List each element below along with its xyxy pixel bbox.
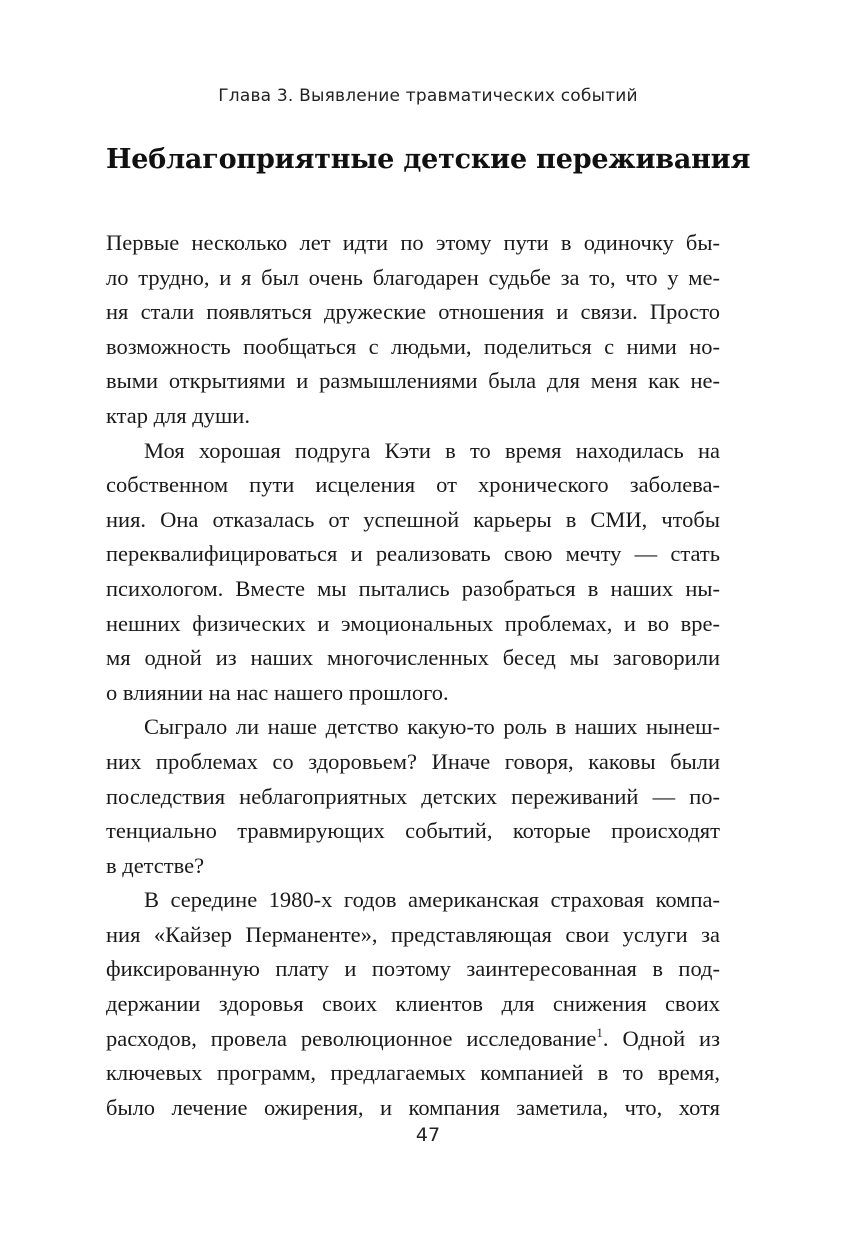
paragraph-2 [106,434,720,711]
text-line: ключевых программ, предлагаемых компанией в то время, [106,1060,720,1086]
text-line: В середине 1980-х годов американская страховая компа- [144,887,720,913]
text-line: собственном пути исцеления от хронического заболева- [106,472,720,498]
text-line: последствия неблагоприятных детских переживаний — по- [106,783,720,809]
text-line: них проблемах со здоровьем? Иначе говоря, каковы были [106,748,720,774]
text-line: ния. Она отказалась от успешной карьеры в СМИ, чтобы [106,506,720,532]
section-title: Неблагоприятные детские переживания [106,144,751,175]
paragraph-4 [106,883,720,1125]
text-line: возможность пообщаться с людьми, поделиться с ними но- [106,333,720,359]
running-head: Глава 3. Выявление травматических событий [218,86,638,106]
text-line: держании здоровья своих клиентов для снижения своих [106,991,720,1017]
text-line: нешних физических и эмоциональных проблемах, и во вре- [106,610,720,636]
paragraph-1 [106,226,720,434]
text-line: тенциально травмирующих событий, которые происходят [106,818,720,844]
text-line: психологом. Вместе мы пытались разобраться в наших ны- [106,575,720,601]
text-line: фиксированную плату и поэтому заинтересованная в под- [106,956,720,982]
footnote-marker[interactable]: 1 [596,1024,603,1040]
text-line: о влиянии на нас нашего прошлого. [106,679,449,705]
text-line: выми открытиями и размышлениями была для меня как не- [106,368,720,394]
text-line: переквалифицироваться и реализовать свою мечту — стать [106,541,720,567]
body-text [106,226,720,1125]
text-line-with-footnote [106,1022,720,1057]
text-line: Первые несколько лет идти по этому пути в одиночку бы- [106,230,720,255]
text-line: было лечение ожирения, и компания заметила, что, хотя [106,1094,720,1120]
text-line: мя одной из наших многочисленных бесед мы заговорили [106,645,720,671]
text-line: в детстве? [106,852,205,878]
text-line: Сыграло ли наше детство какую-то роль в наших нынеш- [144,714,720,740]
page-number: 47 [415,1124,441,1146]
text-line: ния «Кайзер Перманенте», представляющая свои услуги за [106,921,720,947]
paragraph-3 [106,710,720,883]
text-line: ня стали появляться дружеские отношения и связи. Просто [106,299,720,325]
text-line: ктар для души. [106,402,250,428]
text-line: ло трудно, и я был очень благодарен судьбе за то, что у ме- [106,264,720,290]
text-fragment: расходов, провела революционное исследование [106,1025,597,1051]
text-line: Моя хорошая подруга Кэти в то время находилась на [144,437,720,463]
text-fragment: . Одной из [602,1025,720,1051]
